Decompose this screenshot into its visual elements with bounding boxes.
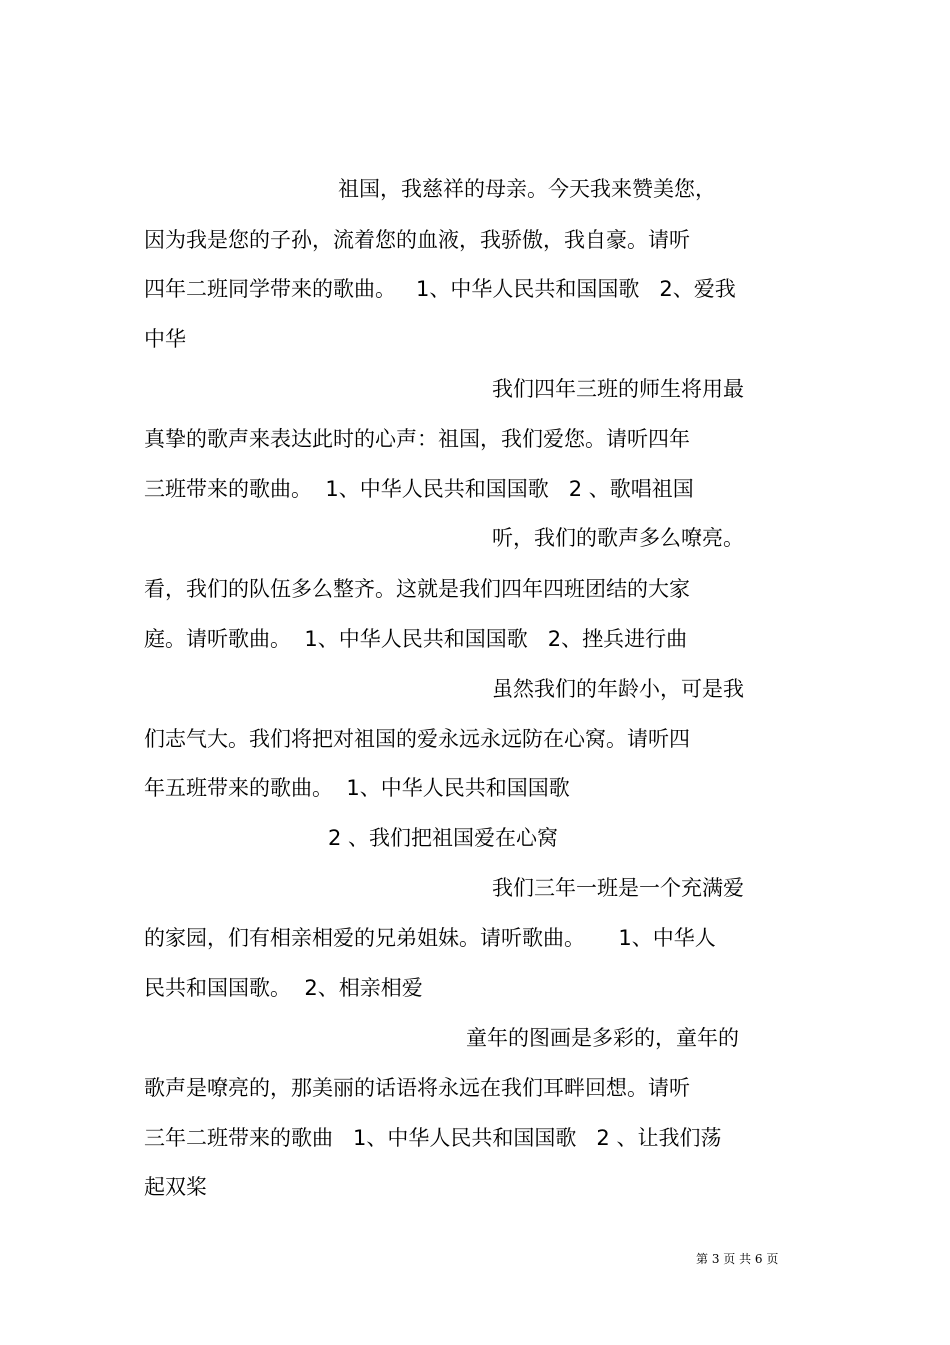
text-line: 三班带来的歌曲。 1、中华人民共和国国歌 2 、歌唱祖国 xyxy=(144,477,694,501)
text-line: 起双桨 xyxy=(144,1175,207,1199)
text-line: 歌声是嘹亮的，那美丽的话语将永远在我们耳畔回想。请听 xyxy=(144,1076,690,1100)
text-line: 们志气大。我们将把对祖国的爱永远永远防在心窝。请听四 xyxy=(144,727,690,751)
text-line: 的家园，们有相亲相爱的兄弟姐妹。请听歌曲。 1、中华人 xyxy=(144,926,716,950)
text-line: 虽然我们的年龄小，可是我 xyxy=(492,677,744,701)
text-line: 因为我是您的子孙，流着您的血液，我骄傲，我自豪。请听 xyxy=(144,228,690,252)
text-line: 我们三年一班是一个充满爱 xyxy=(492,876,744,900)
text-line: 真挚的歌声来表达此时的心声：祖国，我们爱您。请听四年 xyxy=(144,427,690,451)
text-line: 三年二班带来的歌曲 1、中华人民共和国国歌 2 、让我们荡 xyxy=(144,1126,722,1150)
text-line: 我们四年三班的师生将用最 xyxy=(492,377,744,401)
text-line: 听，我们的歌声多么嘹亮。 xyxy=(492,526,744,550)
text-line: 童年的图画是多彩的，童年的 xyxy=(466,1026,739,1050)
page-number: 第 3 页 共 6 页 xyxy=(696,1252,779,1266)
text-line: 看，我们的队伍多么整齐。这就是我们四年四班团结的大家 xyxy=(144,577,690,601)
text-line: 祖国，我慈祥的母亲。今天我来赞美您， xyxy=(338,177,716,201)
text-line: 年五班带来的歌曲。 1、中华人民共和国国歌 xyxy=(144,776,570,800)
text-line: 2 、我们把祖国爱在心窝 xyxy=(328,826,559,850)
text-line: 中华 xyxy=(144,327,186,351)
text-line: 四年二班同学带来的歌曲。 1、中华人民共和国国歌 2、爱我 xyxy=(144,277,736,301)
text-line: 庭。请听歌曲。 1、中华人民共和国国歌 2、挫兵进行曲 xyxy=(144,627,688,651)
text-line: 民共和国国歌。 2、相亲相爱 xyxy=(144,976,423,1000)
